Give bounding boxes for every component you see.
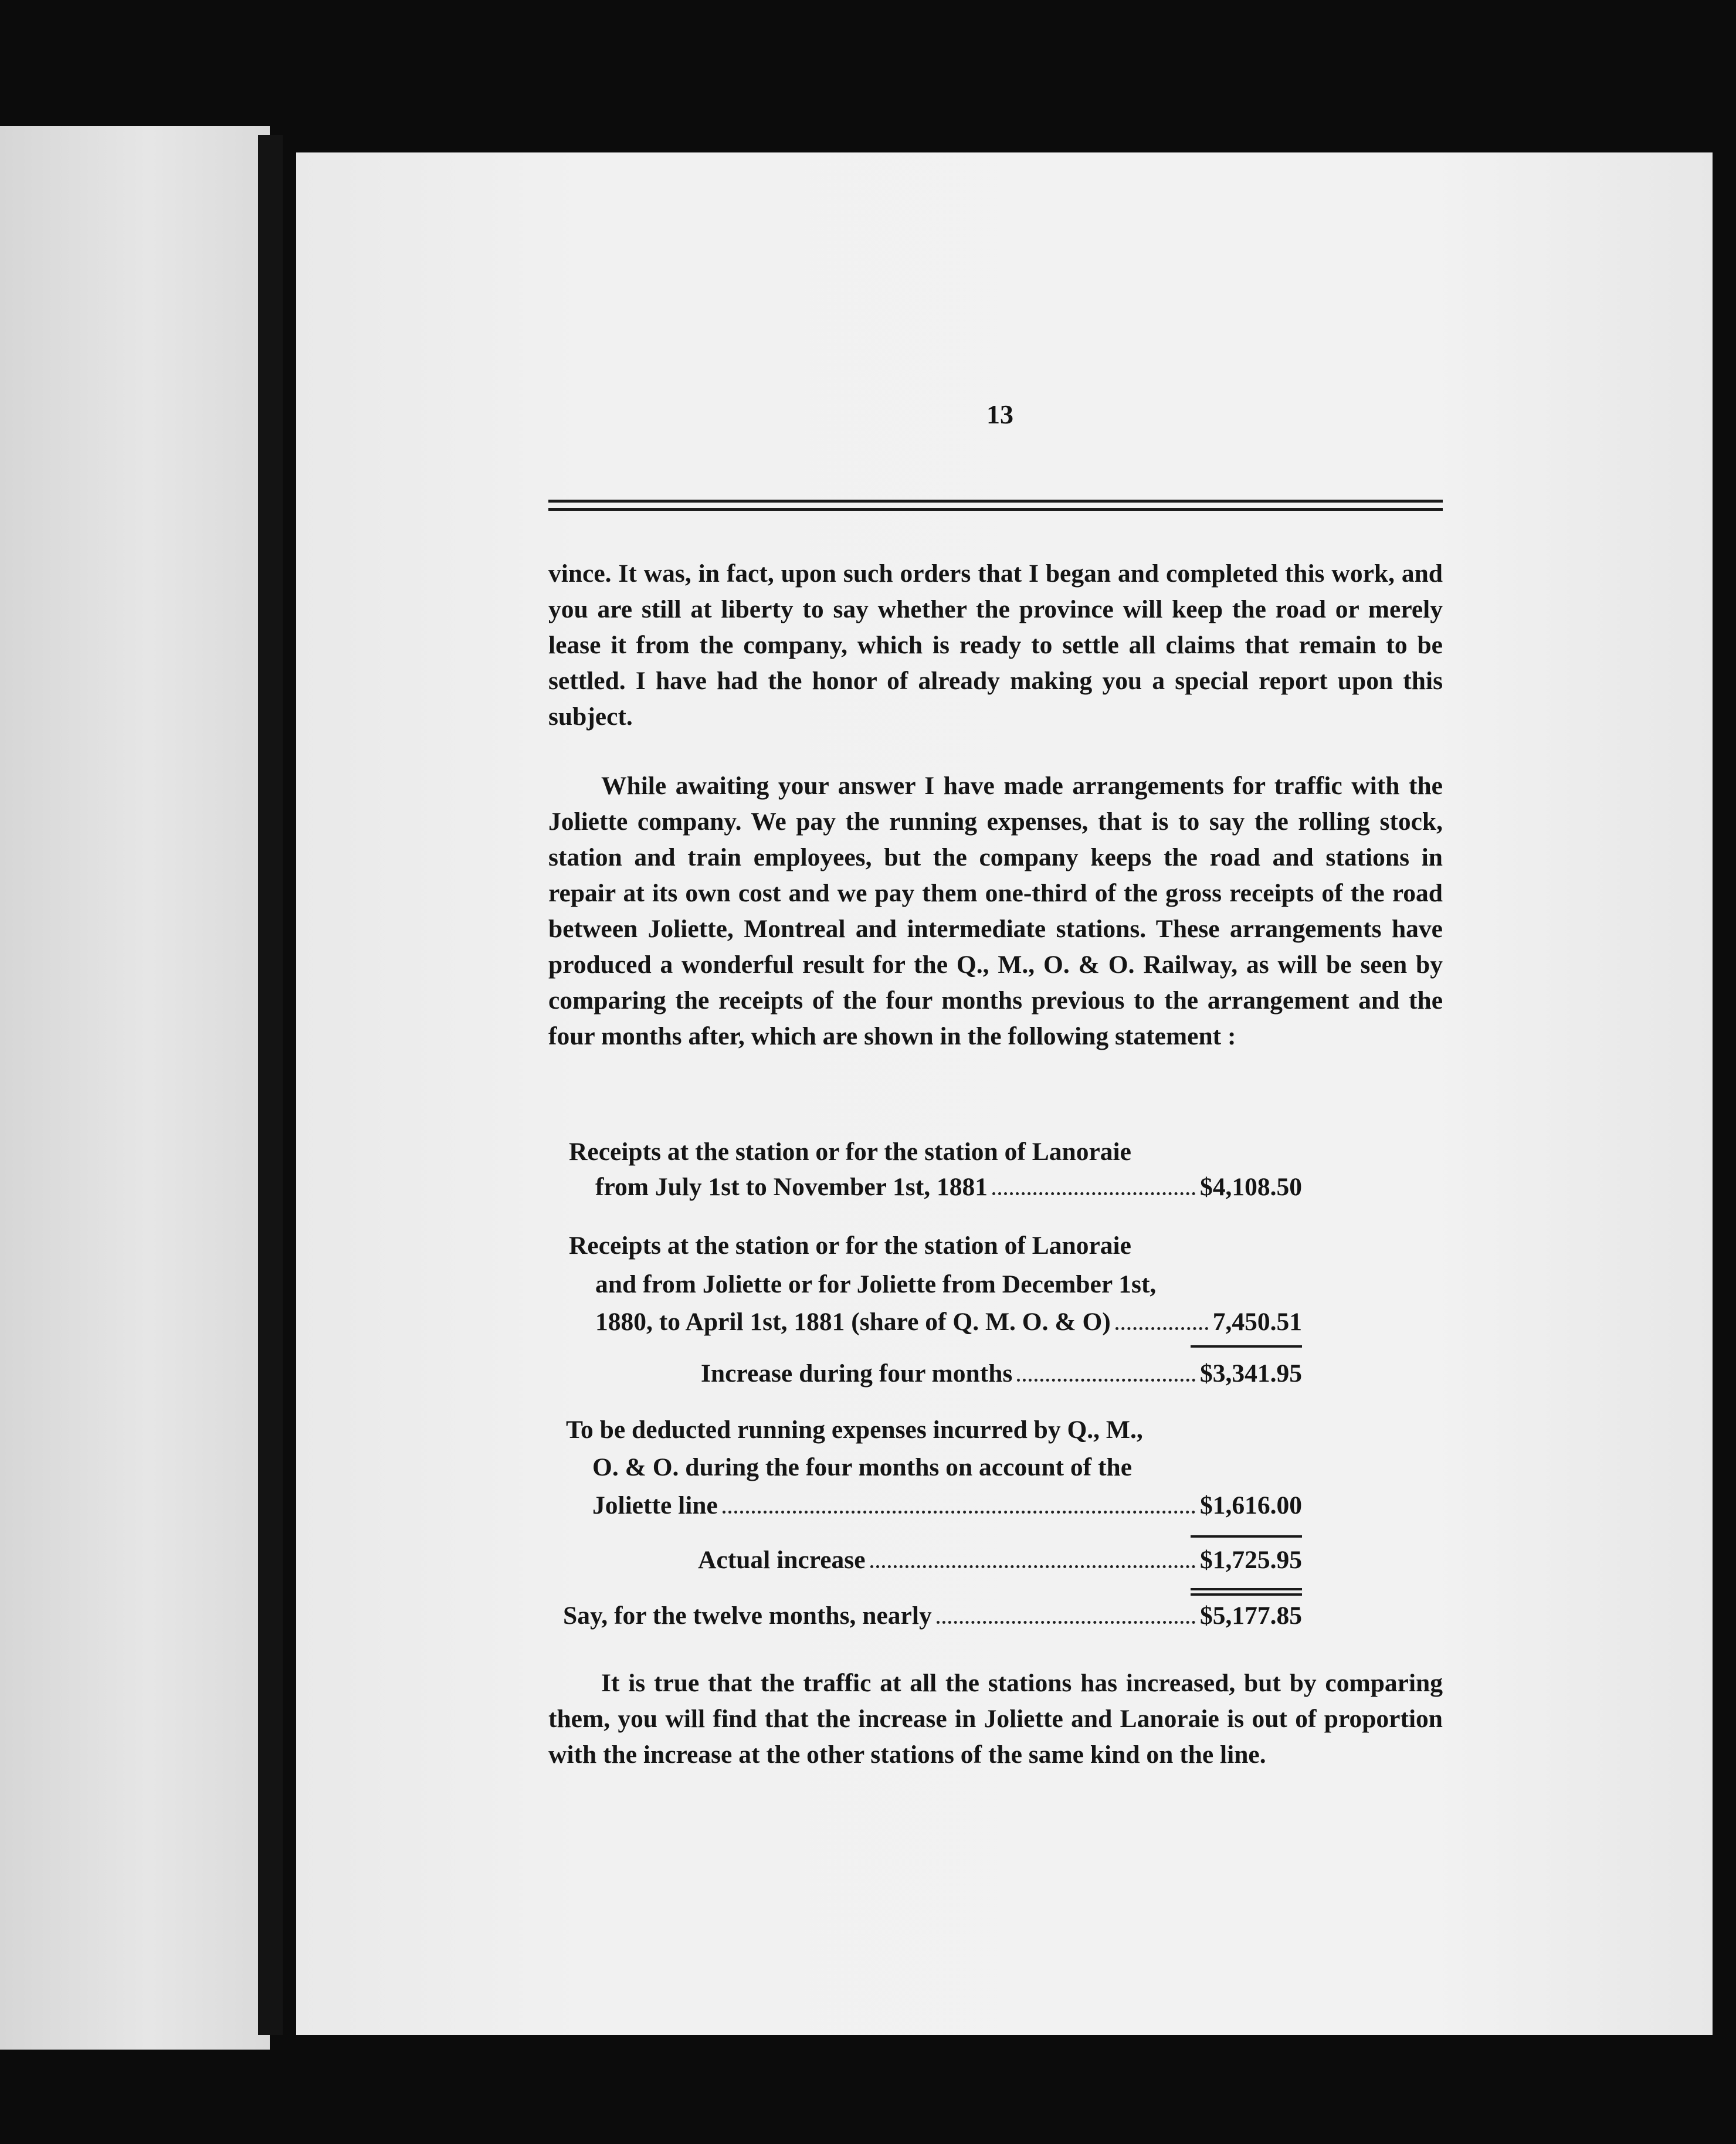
actual-amount: $1,725.95 [1200, 1546, 1302, 1574]
deduct-amount: $1,616.00 [1200, 1491, 1302, 1519]
twelve-amount: $5,177.85 [1200, 1602, 1302, 1630]
paragraph-3: It is true that the traffic at all the stations has increased, but by comparing them, you will find that the increase in Joliette and Lanoraie is out of proportion with the increase at the other stations of the same kind on the line. [548, 1669, 1443, 1769]
paragraph-1: vince. It was, in fact, upon such orders that I began and completed this work, and you are still at liberty to say whether the province will keep the road or merely lease it from the company, which is ready to settle all claims that remain to be settled. I have had the honor of already making you a special report upon this subject. [548, 559, 1443, 731]
deduct-row [592, 1488, 1302, 1524]
leader-dots [1017, 1379, 1195, 1382]
paragraph-2: While awaiting your answer I have made arrangements for traffic with the Joliette company. We pay the running expenses, that is to say the rolling stock, station and train employees, but the company keeps the road and stations in repair at its own cost and we pay them one-third of the gross receipts of the road between Joliette, Montreal and intermediate stations. These arrangements have produced a wonderful result for the Q., M., O. & O. Railway, as will be seen by comparing the receipts of the four months previous to the arrangement and the four months after, which are shown in the following statement : [548, 772, 1443, 1050]
body-text-top [548, 556, 1443, 1054]
increase-amount: $3,341.95 [1200, 1359, 1302, 1388]
increase-row [701, 1356, 1302, 1392]
sum-line-3b [1191, 1593, 1302, 1596]
leader-dots [992, 1192, 1195, 1195]
entry1-line2: from July 1st to November 1st, 1881 [595, 1173, 988, 1201]
leader-dots [723, 1511, 1195, 1514]
page-number: 13 [986, 399, 1013, 429]
entry1-amount: $4,108.50 [1200, 1173, 1302, 1201]
sum-line-2 [1191, 1535, 1302, 1538]
book-binding [258, 135, 283, 2035]
actual-label: Actual increase [698, 1546, 866, 1574]
entry2-row [595, 1304, 1302, 1340]
actual-row [698, 1542, 1302, 1578]
header-rule-top [548, 500, 1443, 503]
sum-line-1 [1191, 1345, 1302, 1348]
leader-dots [1115, 1327, 1208, 1330]
entry1-row [595, 1169, 1302, 1205]
deduct-line3: Joliette line [592, 1491, 718, 1519]
leader-dots [937, 1621, 1195, 1624]
entry2-amount: 7,450.51 [1212, 1308, 1302, 1336]
entry2-line2: and from Joliette or for Joliette from December 1st, [595, 1270, 1157, 1298]
entry2-line3: 1880, to April 1st, 1881 (share of Q. M. O. & O) [595, 1308, 1111, 1336]
body-text-bottom [548, 1665, 1443, 1773]
deduct-line1: To be deducted running expenses incurred by Q., M., [566, 1416, 1143, 1444]
twelve-row [563, 1598, 1302, 1634]
left-page [0, 126, 270, 2050]
twelve-label: Say, for the twelve months, nearly [563, 1602, 932, 1630]
leader-dots [870, 1565, 1195, 1568]
entry2-line1: Receipts at the station or for the station of Lanoraie [569, 1232, 1131, 1260]
increase-label: Increase during four months [701, 1359, 1013, 1388]
header-rule-bottom [548, 508, 1443, 511]
sum-line-3a [1191, 1588, 1302, 1590]
entry1-line1: Receipts at the station or for the station of Lanoraie [569, 1138, 1131, 1166]
deduct-line2: O. & O. during the four months on account of the [592, 1453, 1132, 1481]
